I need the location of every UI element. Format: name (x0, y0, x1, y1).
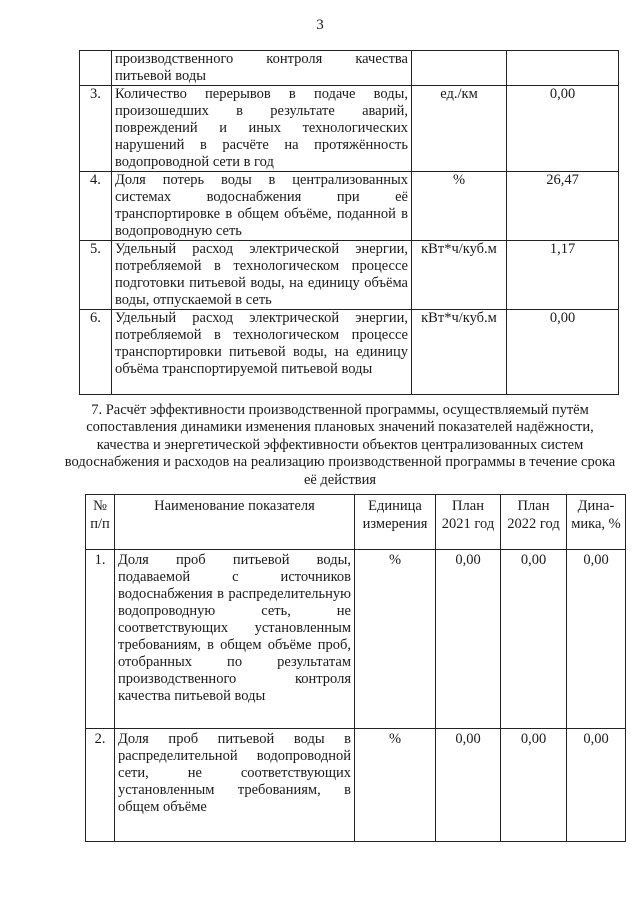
row-number: 4. (80, 172, 112, 241)
indicator-value (507, 51, 619, 86)
header-plan-2022: План 2022 год (501, 495, 567, 550)
table-row (80, 172, 619, 241)
indicator-name: Доля проб питьевой воды в распределительной водопроводной сети, не соответствующих установленным требованиям, в общем объёме (115, 729, 355, 842)
indicator-unit: ед./км (412, 86, 507, 172)
indicator-name: Количество перерывов в подаче воды, произошедших в результате аварий, повреждений и иных технологических нарушений в расчёте на протяжённость водопроводной сети в год (112, 86, 412, 172)
indicator-name: Доля проб питьевой воды, подаваемой с источников водоснабжения в распределительную водопроводную сеть, не соответствующих установленным требованиям, в общем объёме проб, отобранных по результатам производственного контроля качества питьевой воды (115, 550, 355, 729)
plan-2022-value: 0,00 (501, 729, 567, 842)
indicator-value: 0,00 (507, 86, 619, 172)
row-number (80, 51, 112, 86)
indicator-name: производственного контроля качества питьевой воды (112, 51, 412, 86)
indicator-value: 1,17 (507, 241, 619, 310)
indicator-unit: % (355, 729, 436, 842)
efficiency-table (85, 494, 626, 842)
page-number: 3 (316, 17, 324, 33)
dynamics-value: 0,00 (567, 729, 626, 842)
table-row (80, 241, 619, 310)
row-number: 3. (80, 86, 112, 172)
plan-2021-value: 0,00 (436, 729, 501, 842)
header-name: Наименование показателя (115, 495, 355, 550)
table-row (80, 51, 619, 86)
indicators-table-continued (79, 50, 619, 395)
indicator-unit: % (355, 550, 436, 729)
indicator-unit: кВт*ч/куб.м (412, 310, 507, 395)
header-dynamics: Дина-мика, % (567, 495, 626, 550)
indicator-unit: кВт*ч/куб.м (412, 241, 507, 310)
table-row (86, 729, 626, 842)
indicator-unit: % (412, 172, 507, 241)
indicator-name: Удельный расход электрической энергии, потребляемой в технологическом процессе подготовки питьевой воды, на единицу объёма воды, отпускаемой в сеть (112, 241, 412, 310)
header-plan-2021: План 2021 год (436, 495, 501, 550)
indicator-value: 26,47 (507, 172, 619, 241)
plan-2022-value: 0,00 (501, 550, 567, 729)
dynamics-value: 0,00 (567, 550, 626, 729)
row-number: 1. (86, 550, 115, 729)
header-number: № п/п (86, 495, 115, 550)
header-unit: Единица измерения (355, 495, 436, 550)
row-number: 5. (80, 241, 112, 310)
row-number: 6. (80, 310, 112, 395)
indicator-name: Удельный расход электрической энергии, потребляемой в технологическом процессе транспортировки питьевой воды, на единицу объёма транспортируемой питьевой воды (112, 310, 412, 395)
table-row (86, 550, 626, 729)
indicator-name: Доля потерь воды в централизованных системах водоснабжения при её транспортировке в общем объёме, поданной в водопроводную сеть (112, 172, 412, 241)
indicator-value: 0,00 (507, 310, 619, 395)
table-row (80, 86, 619, 172)
table-header-row (86, 495, 626, 550)
table-row (80, 310, 619, 395)
plan-2021-value: 0,00 (436, 550, 501, 729)
row-number: 2. (86, 729, 115, 842)
indicator-unit (412, 51, 507, 86)
section-7-heading: 7. Расчёт эффективности производственной программы, осуществляемый путём сопоставления динамики изменения плановых значений показателей надёжности, качества и энергетической эффективности объектов централизованных систем водоснабжения и расходов на реализацию производственной программы в течение срока её действия (64, 402, 616, 488)
